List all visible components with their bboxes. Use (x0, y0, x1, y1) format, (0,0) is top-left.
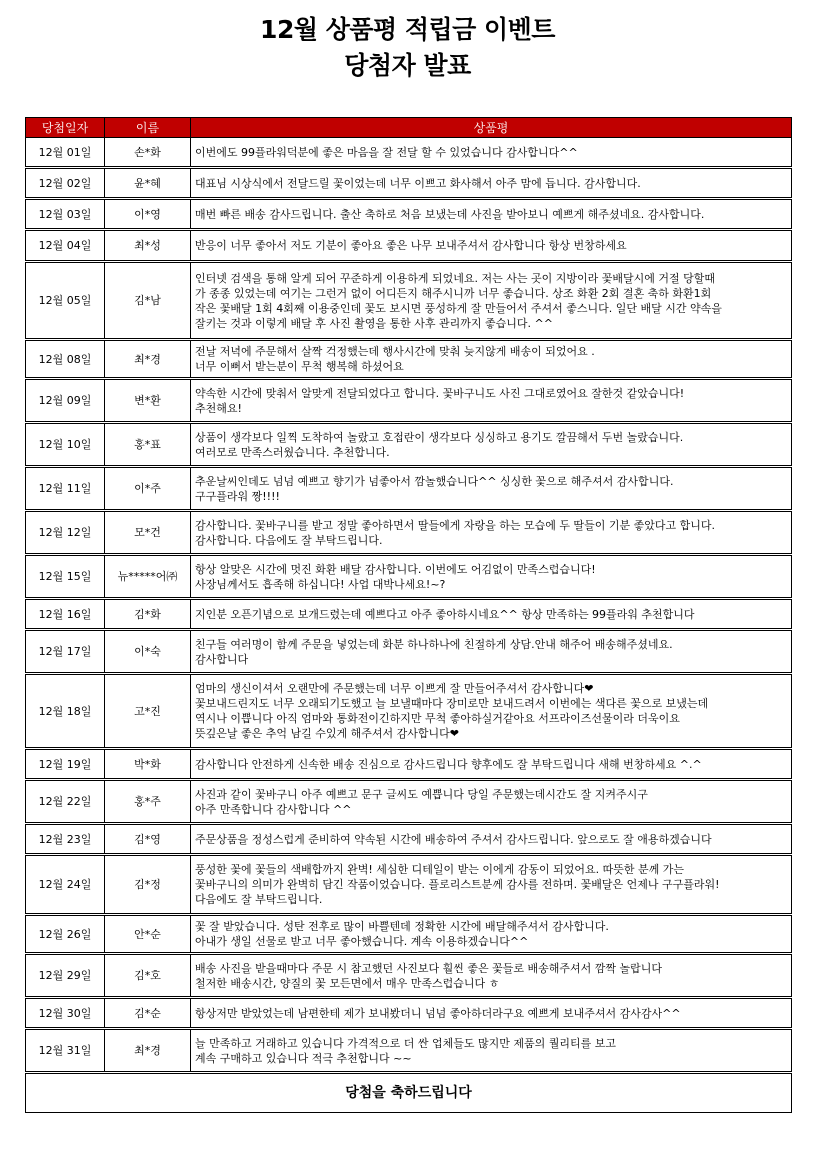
review-cell (191, 423, 792, 467)
winner-name: 김*화 (105, 599, 191, 630)
winner-date: 12월 05일 (26, 262, 105, 340)
review-cell (191, 855, 792, 915)
table-row (26, 340, 792, 379)
review-text-line: 감사합니다 (195, 652, 249, 666)
table-row (26, 780, 792, 824)
table-row (26, 1029, 792, 1073)
table-row (26, 423, 792, 467)
review-cell (191, 630, 792, 674)
table-row (26, 379, 792, 423)
winner-date: 12월 17일 (26, 630, 105, 674)
review-text-line: 늘 만족하고 거래하고 있습니다 가격적으로 더 싼 업체들도 많지만 제품의 퀄리티를 보고 (195, 1036, 616, 1050)
review-text-line: 전날 저녁에 주문해서 살짝 걱정했는데 행사시간에 맞춰 늦지않게 배송이 되었어요 . (195, 345, 595, 358)
review-text-line: 사장님께서도 흡족해 하십니다! 사업 대박나세요!~? (195, 577, 446, 591)
review-text-line: 이번에도 99플라워덕분에 좋은 마음을 잘 전달 할 수 있었습니다 감사합니다^^ (195, 145, 578, 159)
review-text-line: 항상 알맞은 시간에 멋진 화환 배달 감사합니다. 이번에도 어김없이 만족스럽습니다! (195, 562, 596, 576)
review-cell (191, 915, 792, 954)
review-cell (191, 824, 792, 855)
winner-date: 12월 09일 (26, 379, 105, 423)
winner-name: 김*남 (105, 262, 191, 340)
review-cell (191, 1029, 792, 1073)
review-cell (191, 599, 792, 630)
winner-date: 12월 31일 (26, 1029, 105, 1073)
review-text-line: 가 종종 있었는데 여기는 그런거 없이 어디든지 해주시니까 너무 좋습니다. 상조 화환 2회 결혼 축하 화환1회 (195, 286, 712, 300)
column-header-date: 당첨일자 (26, 118, 105, 138)
winner-name: 이*주 (105, 467, 191, 511)
winner-date: 12월 30일 (26, 998, 105, 1029)
table-row (26, 262, 792, 340)
congratulations-message: 당첨을 축하드립니다 (26, 1073, 792, 1113)
review-text-line: 엄마의 생신이셔서 오랜만에 주문했는데 너무 이쁘게 잘 만들어주셔서 감사합니다❤ (195, 682, 594, 695)
table-footer-row (26, 1073, 792, 1113)
winners-table (25, 117, 792, 1113)
review-text-line: 감사합니다. 다음에도 잘 부탁드립니다. (195, 533, 383, 547)
page-title: 12월 상품평 적립금 이벤트 (260, 15, 555, 44)
review-cell (191, 340, 792, 379)
review-text-line: 인터넷 검색을 통해 알게 되어 꾸준하게 이용하게 되었네요. 저는 사는 곳이 지방이라 꽃배달시에 거절 당할때 (195, 271, 715, 285)
review-text-line: 감사합니다 안전하게 신속한 배송 진심으로 감사드립니다 향후에도 잘 부탁드립니다 새해 번창하세요 ^.^ (195, 757, 702, 771)
review-cell (191, 138, 792, 168)
table-row (26, 511, 792, 555)
review-text-line: 너무 이뻐서 받는분이 무척 행복해 하셨어요 (195, 360, 404, 373)
review-text-line: 철저한 배송시간, 양질의 꽃 모든면에서 매우 만족스럽습니다 ㅎ (195, 976, 500, 990)
winner-name: 최*경 (105, 340, 191, 379)
winner-name: 윤*혜 (105, 168, 191, 199)
table-row (26, 599, 792, 630)
winner-date: 12월 15일 (26, 555, 105, 599)
review-cell (191, 168, 792, 199)
table-row (26, 467, 792, 511)
review-text-line: 사진과 같이 꽃바구니 아주 예쁘고 문구 글씨도 예쁩니다 당일 주문했는데시간도 잘 지켜주시구 (195, 787, 648, 801)
column-header-name: 이름 (105, 118, 191, 138)
review-text-line: 감사합니다. 꽃바구니를 받고 정말 좋아하면서 딸들에게 자랑을 하는 모습에 두 딸들이 기분 좋았다고 합니다. (195, 518, 715, 532)
winner-date: 12월 03일 (26, 199, 105, 230)
review-text-line: 꽃바구니의 의미가 완벽히 담긴 작품이었습니다. 플로리스트분께 감사를 전하며. 꽃배달은 언제나 구구플라워! (195, 878, 720, 891)
winner-date: 12월 12일 (26, 511, 105, 555)
review-text-line: 여러모로 만족스러웠습니다. 추천합니다. (195, 445, 390, 459)
review-cell (191, 467, 792, 511)
review-text-line: 작은 꽃배달 1회 4회째 이용중인데 꽃도 보시면 풍성하게 잘 만들어서 주셔서 좋스니다. 일단 배달 시간 약속을 (195, 301, 722, 315)
winner-date: 12월 08일 (26, 340, 105, 379)
winner-date: 12월 16일 (26, 599, 105, 630)
table-row (26, 749, 792, 780)
review-text-line: 역시나 이쁩니다 아직 엄마와 통화전이긴하지만 무척 좋아하실거같아요 서프라이즈선물이라 더욱이요 (195, 712, 680, 725)
review-text-line: 잘키는 것과 이렇게 배달 후 사진 촬영을 통한 사후 관리까지 좋습니다. ^^ (195, 316, 553, 330)
winner-name: 뉴*****어㈜ (105, 555, 191, 599)
review-text-line: 꽃 잘 받았습니다. 성탄 전후로 많이 바쁠텐데 정확한 시간에 배달해주셔서 감사합니다. (195, 920, 609, 933)
winner-name: 김*호 (105, 954, 191, 998)
winner-date: 12월 02일 (26, 168, 105, 199)
winner-name: 이*숙 (105, 630, 191, 674)
review-text-line: 추천해요! (195, 401, 242, 415)
winner-name: 이*영 (105, 199, 191, 230)
winner-name: 김*순 (105, 998, 191, 1029)
table-row (26, 824, 792, 855)
winner-name: 홍*주 (105, 780, 191, 824)
winner-name: 김*정 (105, 855, 191, 915)
review-text-line: 아내가 생일 선물로 받고 너무 좋아했습니다. 계속 이용하겠습니다^^ (195, 935, 529, 948)
review-cell (191, 511, 792, 555)
column-header-review: 상품평 (191, 118, 792, 138)
table-row (26, 555, 792, 599)
review-text-line: 약속한 시간에 맞춰서 알맞게 전달되었다고 합니다. 꽃바구니도 사진 그대로였어요 잘한것 같았습니다! (195, 386, 685, 400)
winner-name: 고*진 (105, 674, 191, 749)
winner-date: 12월 23일 (26, 824, 105, 855)
winner-date: 12월 11일 (26, 467, 105, 511)
table-row (26, 954, 792, 998)
winner-date: 12월 10일 (26, 423, 105, 467)
winner-date: 12월 01일 (26, 138, 105, 168)
table-row (26, 674, 792, 749)
review-cell (191, 780, 792, 824)
winner-date: 12월 29일 (26, 954, 105, 998)
review-text-line: 반응이 너무 좋아서 저도 기분이 좋아요 좋은 나무 보내주셔서 감사합니다 항상 번창하세요 (195, 239, 627, 252)
winner-date: 12월 19일 (26, 749, 105, 780)
review-cell (191, 555, 792, 599)
review-text-line: 뜻깊은날 좋은 추억 남길 수있게 해주셔서 감사합니다❤ (195, 727, 459, 740)
winner-name: 박*화 (105, 749, 191, 780)
winner-name: 손*화 (105, 138, 191, 168)
review-cell (191, 262, 792, 340)
review-cell (191, 749, 792, 780)
table-header-row (26, 118, 792, 138)
winner-name: 홍*표 (105, 423, 191, 467)
winner-date: 12월 24일 (26, 855, 105, 915)
review-text-line: 풍성한 꽃에 꽃들의 색배합까지 완벽! 세심한 디테일이 받는 이에게 감동이 되었어요. 따뜻한 분께 가는 (195, 863, 685, 876)
review-text-line: 주문상품을 정성스럽게 준비하여 약속된 시간에 배송하여 주셔서 감사드립니다. 앞으로도 잘 애용하겠습니다 (195, 832, 712, 846)
review-text-line: 지인분 오픈기념으로 보개드렸는데 예쁘다고 아주 좋아하시네요^^ 항상 만족하는 99플라워 추천합니다 (195, 607, 695, 621)
table-body (26, 138, 792, 1073)
table-row (26, 630, 792, 674)
winner-name: 최*경 (105, 1029, 191, 1073)
review-text-line: 대표님 시상식에서 전달드릴 꽃이었는데 너무 이쁘고 화사해서 아주 맘에 듭니다. 감사합니다. (195, 176, 641, 190)
review-text-line: 아주 만족합니다 감사합니다 ^^ (195, 802, 352, 816)
winner-name: 모*건 (105, 511, 191, 555)
winner-date: 12월 26일 (26, 915, 105, 954)
table-row (26, 168, 792, 199)
title-block (0, 12, 815, 84)
table-row (26, 230, 792, 262)
review-text-line: 추운날씨인데도 넘넘 예쁘고 향기가 넘좋아서 깜놀했습니다^^ 싱싱한 꽃으로 해주셔서 감사합니다. (195, 474, 674, 488)
winner-name: 최*성 (105, 230, 191, 262)
winner-date: 12월 22일 (26, 780, 105, 824)
table-row (26, 199, 792, 230)
review-cell (191, 954, 792, 998)
table-row (26, 855, 792, 915)
review-text-line: 꽃보내드린지도 너무 오래되기도했고 늘 보낼때마다 장미로만 보내드려서 이번에는 색다른 꽃으로 보냈는데 (195, 697, 709, 710)
review-text-line: 매번 빠른 배송 감사드립니다. 출산 축하로 처음 보냈는데 사진을 받아보니 예쁘게 해주셨네요. 감사합니다. (195, 207, 705, 221)
review-cell (191, 230, 792, 262)
review-cell (191, 998, 792, 1029)
review-text-line: 상품이 생각보다 일찍 도착하여 놀랐고 호접란이 생각보다 싱싱하고 용기도 깔끔해서 두번 놀랐습니다. (195, 430, 684, 444)
table-row (26, 138, 792, 168)
review-text-line: 항상저만 받았었는데 남편한테 제가 보내봤더니 넘넘 좋아하더라구요 예쁘게 보내주셔서 감사감사^^ (195, 1006, 681, 1020)
table-row (26, 915, 792, 954)
table-row (26, 998, 792, 1029)
review-cell (191, 199, 792, 230)
winner-name: 변*환 (105, 379, 191, 423)
page-subtitle: 당첨자 발표 (344, 51, 471, 80)
review-cell (191, 379, 792, 423)
winner-date: 12월 18일 (26, 674, 105, 749)
review-text-line: 배송 사진을 받을때마다 주문 시 참고했던 사진보다 훨씬 좋은 꽃들로 배송해주셔서 깜짝 놀랍니다 (195, 961, 662, 975)
review-cell (191, 674, 792, 749)
review-text-line: 구구플라워 짱!!!! (195, 489, 280, 503)
winner-name: 김*영 (105, 824, 191, 855)
winner-date: 12월 04일 (26, 230, 105, 262)
review-text-line: 다음에도 잘 부탁드립니다. (195, 893, 323, 906)
winner-name: 안*순 (105, 915, 191, 954)
review-text-line: 계속 구매하고 있습니다 적극 추천합니다 ~~ (195, 1051, 412, 1065)
review-text-line: 친구들 여러명이 함께 주문을 넣었는데 화분 하나하나에 친절하게 상담.안내 해주어 배송해주셨네요. (195, 637, 673, 651)
